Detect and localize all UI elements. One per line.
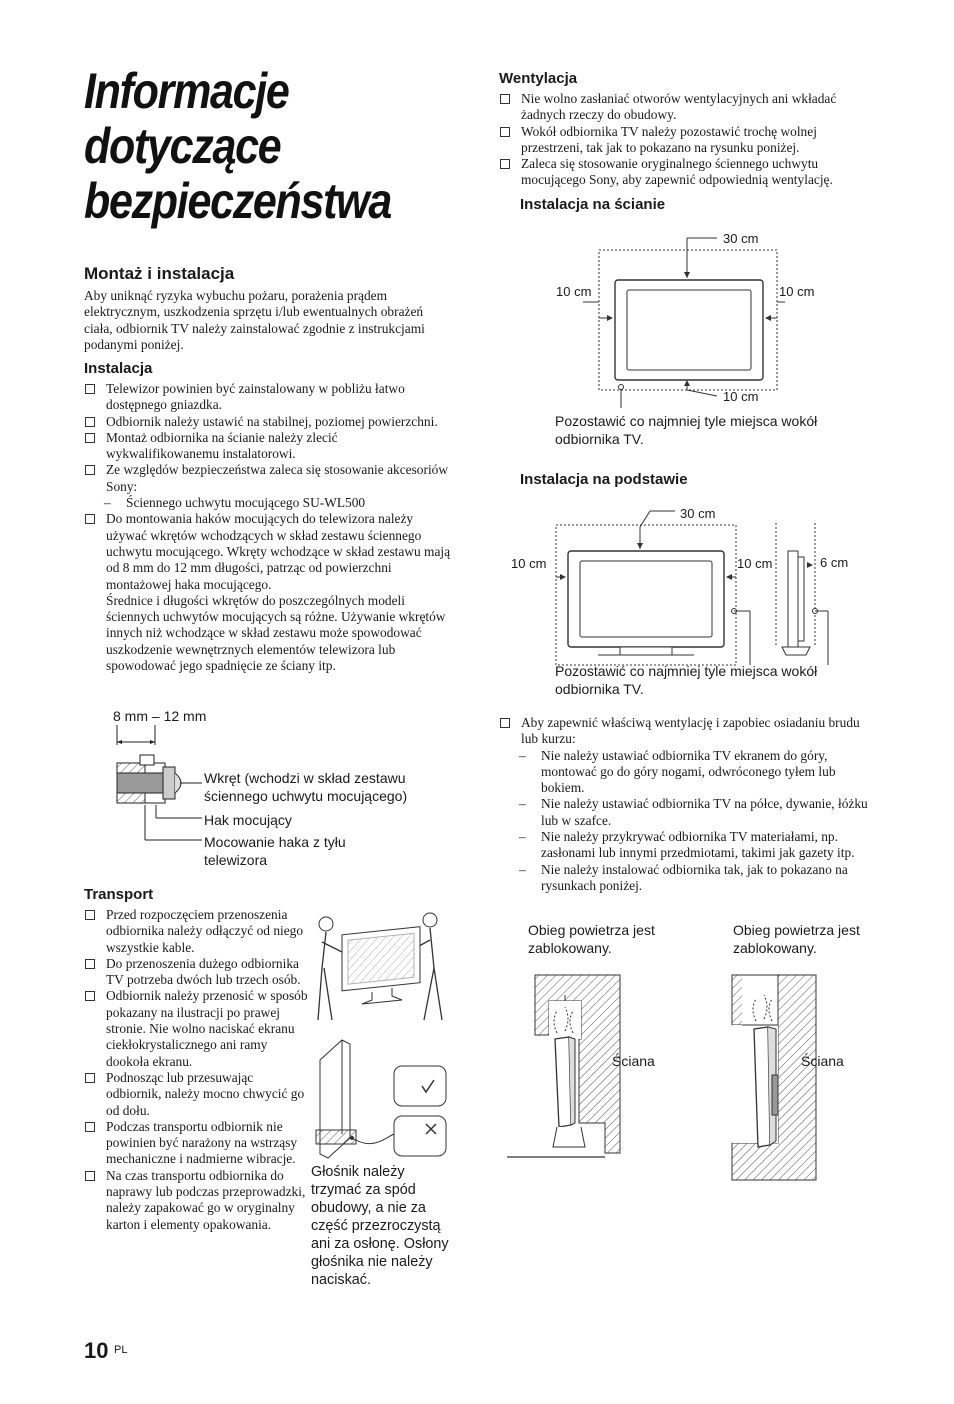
page-language: PL [114,1344,128,1356]
wentylacja-item-1: Nie wolno zasłaniać otworów wentylacyjnych ani wkładać żadnych rzeczy do obudowy. [499,91,874,124]
wall-label-left: Ściana [612,1053,655,1069]
stand-top-clearance: 30 cm [680,506,716,521]
speaker-illustration [312,1030,454,1160]
blocked-airflow-right: Obieg powietrza jest zablokowany. [733,922,860,956]
screw-label: Wkręt (wchodzi w skład zestawu ściennego uchwytu mocującego) [204,770,408,804]
stand-left-clearance: 10 cm [511,556,547,571]
airflow-item [499,715,874,894]
blocked-airflow-left: Obieg powietrza jest zablokowany. [528,922,655,956]
blocked-airflow-diagram-left [505,975,625,1165]
instalacja-item-1: Telewizor powinien być zainstalowany w pobliżu łatwo dostępnego gniazdka. [84,381,454,414]
airflow-subitem-3: – Nie należy przykrywać odbiornika TV materiałami, np. zasłonami lub innymi przedmiotami, takimi jak gazety itp. [499,829,874,862]
transport-item-3: Odbiornik należy przenosić w sposób pokazany na ilustracji po prawej stronie. Nie wolno naciskać ekranu ciekłokrystalicznego ani ramy dookoła ekranu. [84,988,308,1069]
wall-bottom-clearance: 10 cm [723,389,759,404]
wentylacja-item-2: Wokół odbiornika TV należy pozostawić trochę wolnej przestrzeni, tak jak to pokazano na rysunku poniżej. [499,124,874,157]
wentylacja-heading: Wentylacja [499,70,578,87]
screw-length-label: 8 mm – 12 mm [113,708,207,724]
transport-item-6: Na czas transportu odbiornika do naprawy lub podczas przeprowadzki, należy zapakować go w oryginalny karton i elementy opakowania. [84,1168,308,1233]
wentylacja-list [499,91,874,189]
instalacja-item-3: Montaż odbiornika na ścianie należy zlecić wykwalifikowanemu instalatorowi. [84,430,454,463]
instalacja-heading: Instalacja [84,360,153,377]
instalacja-item-5-p2: Średnice i długości wkrętów do poszczególnych modeli ściennych uchwytów mocujących są różne. Używanie wkrętów innych niż wchodzące w skład zestawu może spowodować uszkodzenie wewnętrznych elementów telewizora lub spowodować jego spadnięcie ze ściany itp. [106,592,446,674]
transport-item-2: Do przenoszenia dużego odbiornika TV potrzeba dwóch lub trzech osób. [84,956,308,989]
screw-diagram [100,725,220,865]
transport-heading: Transport [84,886,154,903]
transport-list [84,907,308,1233]
speaker-note: Głośnik należy trzymać za spód obudowy, a nie za część przezroczystą ani za osłonę. Osłony głośnika nie należy naciskać. [311,1164,449,1288]
wall-top-clearance: 30 cm [723,231,759,246]
transport-item-4: Podnosząc lub przesuwając odbiornik, należy mocno chwycić go od dołu. [84,1070,308,1119]
stand-side-clearance: 6 cm [820,555,849,570]
montaz-heading: Montaż i instalacja [84,264,235,283]
hook-label: Hak mocujący [204,812,292,828]
stand-right-clearance: 10 cm [737,556,773,571]
instalacja-item-2: Odbiornik należy ustawić na stabilnej, poziomej powierzchni. [84,414,454,430]
airflow-subitem-4: – Nie należy instalować odbiornika tak, jak to pokazano na rysunkach poniżej. [499,862,874,895]
stand-install-caption: Pozostawić co najmniej tyle miejsca wokół odbiornika TV. [555,663,818,697]
montaz-intro: Aby uniknąć ryzyka wybuchu pożaru, porażenia prądem elektrycznym, uszkodzenia sprzętu i/lub ewentualnych obrażeń ciała, odbiornik TV należy zainstalować zgodnie z instrukcjami podanymi poniżej. [84,288,425,352]
airflow-subitem-1: – Nie należy ustawiać odbiornika TV ekranem do góry, montować go do góry nogami, odwróconego tyłem lub bokiem. [499,748,874,797]
transport-item-1: Przed rozpoczęciem przenoszenia odbiornika należy odłączyć od niego wszystkie kable. [84,907,308,956]
page-title [84,64,464,229]
wall-left-clearance: 10 cm [556,284,592,299]
carrying-illustration [312,908,454,1022]
instalacja-list [84,381,454,674]
wall-install-heading: Instalacja na ścianie [520,196,666,213]
instalacja-subitem-1: – Ściennego uchwytu mocującego SU-WL500 [84,495,454,511]
stand-install-heading: Instalacja na podstawie [520,471,688,488]
airflow-list [499,715,874,894]
blocked-airflow-diagram-right [720,975,840,1185]
mount-label: Mocowanie haka z tyłu telewizora [204,834,346,868]
wall-label-right: Ściana [801,1053,844,1069]
page-title-line-2: dotyczące [84,118,281,174]
wall-install-caption: Pozostawić co najmniej tyle miejsca wokół odbiornika TV. [555,413,818,447]
page-title-line-3: bezpieczeństwa [84,173,391,229]
wall-install-diagram [555,230,835,410]
page-title-line-1: Informacje [84,63,289,119]
transport-item-5: Podczas transportu odbiornik nie powinien być narażony na wstrząsy mechaniczne i nadmierne wibracje. [84,1119,308,1168]
stand-install-diagram [510,505,855,670]
instalacja-item-4-text: Ze względów bezpieczeństwa zaleca się stosowanie akcesoriów Sony: [106,462,449,494]
wall-right-clearance: 10 cm [779,284,815,299]
instalacja-item-5 [84,511,454,674]
airflow-intro: Aby zapewnić właściwą wentylację i zapobiec osiadaniu brudu lub kurzu: [521,715,860,747]
page-number: 10 [84,1338,109,1363]
instalacja-item-5-p1: Do montowania haków mocujących do telewizora należy używać wkrętów wchodzących w skład zestawu ściennego uchwytu mocującego. Wkręty wchodzące w skład zestawu mają od 8 mm do 12 mm długości, patrząc od powierzchni montażowej haka mocującego. [106,511,451,592]
instalacja-item-4 [84,462,454,511]
airflow-subitem-2: – Nie należy ustawiać odbiornika TV na półce, dywanie, łóżku lub w szafce. [499,796,874,829]
wentylacja-item-3: Zaleca się stosowanie oryginalnego ściennego uchwytu mocującego Sony, aby zapewnić odpowiednią wentylację. [499,156,874,189]
